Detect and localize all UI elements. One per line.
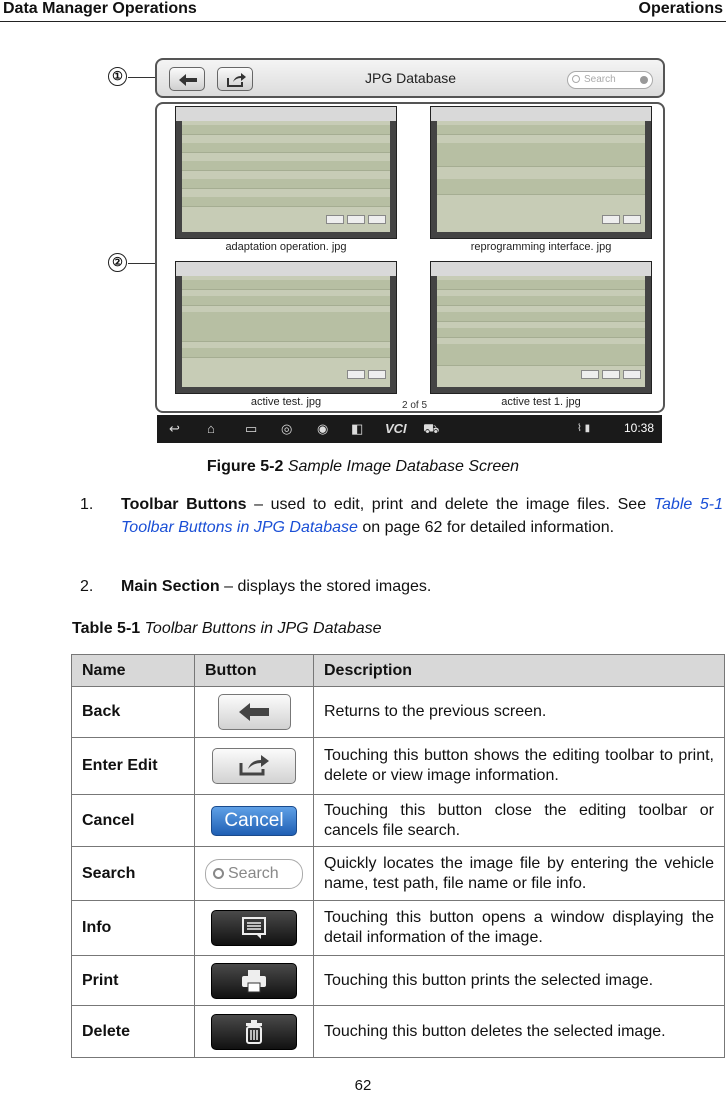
back-icon: [219, 695, 290, 729]
row-description: Returns to the previous screen.: [314, 687, 725, 738]
col-button: Button: [195, 655, 314, 687]
row-button: [195, 687, 314, 738]
list-term: Toolbar Buttons: [121, 496, 247, 513]
callout-2-line: [128, 263, 155, 264]
image-thumbnail[interactable]: [430, 261, 652, 394]
recent-apps-icon[interactable]: ▭: [245, 421, 258, 436]
row-button: [195, 795, 314, 847]
list-text: [121, 575, 723, 598]
table-row: [72, 795, 725, 847]
table-caption-text: Toolbar Buttons in JPG Database: [144, 620, 382, 637]
figure-screenshot: [100, 55, 670, 445]
toolbar-title: JPG Database: [365, 70, 457, 86]
callout-1: ①: [108, 67, 127, 86]
toolbar-search[interactable]: [567, 71, 653, 89]
search-clear-icon: [640, 76, 648, 84]
row-name: Info: [72, 901, 195, 956]
trash-icon: [212, 1015, 296, 1049]
row-name: Enter Edit: [72, 738, 195, 795]
enter-edit-button-sample: [212, 748, 296, 784]
col-name: Name: [72, 655, 195, 687]
list-term: Main Section: [121, 578, 220, 595]
page-header: [0, 0, 726, 22]
row-name: Cancel: [72, 795, 195, 847]
row-name: Search: [72, 847, 195, 901]
list-pre: – used to edit, print and delete the image files. See: [246, 496, 654, 513]
enter-edit-button[interactable]: [217, 67, 253, 91]
main-section: [155, 102, 665, 413]
camera-icon[interactable]: ◉: [317, 421, 329, 436]
row-description: Touching this button prints the selected image.: [314, 956, 725, 1006]
header-right: Operations: [638, 0, 723, 17]
image-thumbnail[interactable]: [430, 106, 652, 239]
table-caption-label: Table 5-1: [72, 620, 141, 637]
row-name: Back: [72, 687, 195, 738]
table-row: [72, 956, 725, 1006]
status-icons: ⌇ ▮: [577, 423, 591, 434]
row-description: Touching this button deletes the selected image.: [314, 1006, 725, 1058]
back-button-sample: [218, 694, 291, 730]
page-number: 62: [354, 1077, 372, 1094]
thumbnail-caption: adaptation operation. jpg: [225, 241, 347, 253]
table-row: [72, 687, 725, 738]
header-left: Data Manager Operations: [3, 0, 197, 17]
delete-button-sample: [211, 1014, 297, 1050]
cancel-button-sample: Cancel: [211, 806, 297, 836]
list-text: [121, 493, 723, 539]
row-button: [195, 847, 314, 901]
row-description: Touching this button opens a window displaying the detail information of the image.: [314, 901, 725, 956]
row-button: [195, 1006, 314, 1058]
clock: 10:38: [623, 421, 654, 435]
list-number: 2.: [80, 578, 94, 595]
thumbnail-caption: reprogramming interface. jpg: [470, 241, 612, 253]
table-row: [72, 847, 725, 901]
edit-icon: [213, 749, 295, 783]
info-icon: [212, 911, 296, 945]
toolbar-buttons-table: [71, 654, 725, 1058]
info-button-sample: [211, 910, 297, 946]
callout-1-line: [128, 77, 155, 78]
print-icon: [212, 964, 296, 998]
figure-caption: [0, 458, 726, 476]
search-icon: [572, 75, 580, 83]
list-pre: – displays the stored images.: [219, 578, 432, 595]
table-row: [72, 738, 725, 795]
row-description: Touching this button close the editing toolbar or cancels file search.: [314, 795, 725, 847]
row-name: Print: [72, 956, 195, 1006]
display-icon[interactable]: ◧: [351, 421, 364, 436]
row-name: Delete: [72, 1006, 195, 1058]
nav-back-icon[interactable]: ↩: [169, 421, 180, 436]
browser-icon[interactable]: ◎: [281, 421, 293, 436]
table-row: [72, 901, 725, 956]
back-button[interactable]: [169, 67, 205, 91]
back-icon: [170, 68, 206, 92]
thumbnail-caption: active test 1. jpg: [501, 396, 581, 408]
page-indicator: 2 of 5: [402, 400, 428, 411]
home-icon[interactable]: ⌂: [207, 421, 215, 436]
row-button: [195, 956, 314, 1006]
list-post: on page 62 for detailed information.: [357, 519, 615, 536]
jpg-toolbar: [155, 58, 665, 98]
row-description: Quickly locates the image file by entering the vehicle name, test path, file name or file info.: [314, 847, 725, 901]
image-thumbnail[interactable]: [175, 106, 397, 239]
row-description: Touching this button shows the editing toolbar to print, delete or view image information.: [314, 738, 725, 795]
table-row: [72, 1006, 725, 1058]
search-icon: [213, 868, 224, 879]
edit-icon: [218, 68, 254, 92]
table-caption: [72, 620, 382, 638]
table-header-row: [72, 655, 725, 687]
vci-icon[interactable]: VCI: [385, 421, 407, 436]
android-navbar: [157, 415, 662, 443]
row-button: [195, 738, 314, 795]
car-icon[interactable]: ⛟: [423, 421, 440, 436]
thumbnail-caption: active test. jpg: [250, 396, 322, 408]
table-link[interactable]: Table 5-1 Toolbar Buttons in JPG Database: [121, 496, 724, 536]
image-thumbnail[interactable]: [175, 261, 397, 394]
print-button-sample: [211, 963, 297, 999]
figure-caption-label: Figure 5-2: [206, 458, 284, 475]
toolbar-search-placeholder: Search: [584, 74, 616, 85]
row-button: [195, 901, 314, 956]
col-description: Description: [314, 655, 725, 687]
figure-caption-text: Sample Image Database Screen: [287, 458, 520, 475]
callout-2: ②: [108, 253, 127, 272]
search-sample-label: Search: [228, 864, 279, 882]
list-number: 1.: [80, 496, 94, 513]
search-button-sample: [205, 859, 303, 889]
